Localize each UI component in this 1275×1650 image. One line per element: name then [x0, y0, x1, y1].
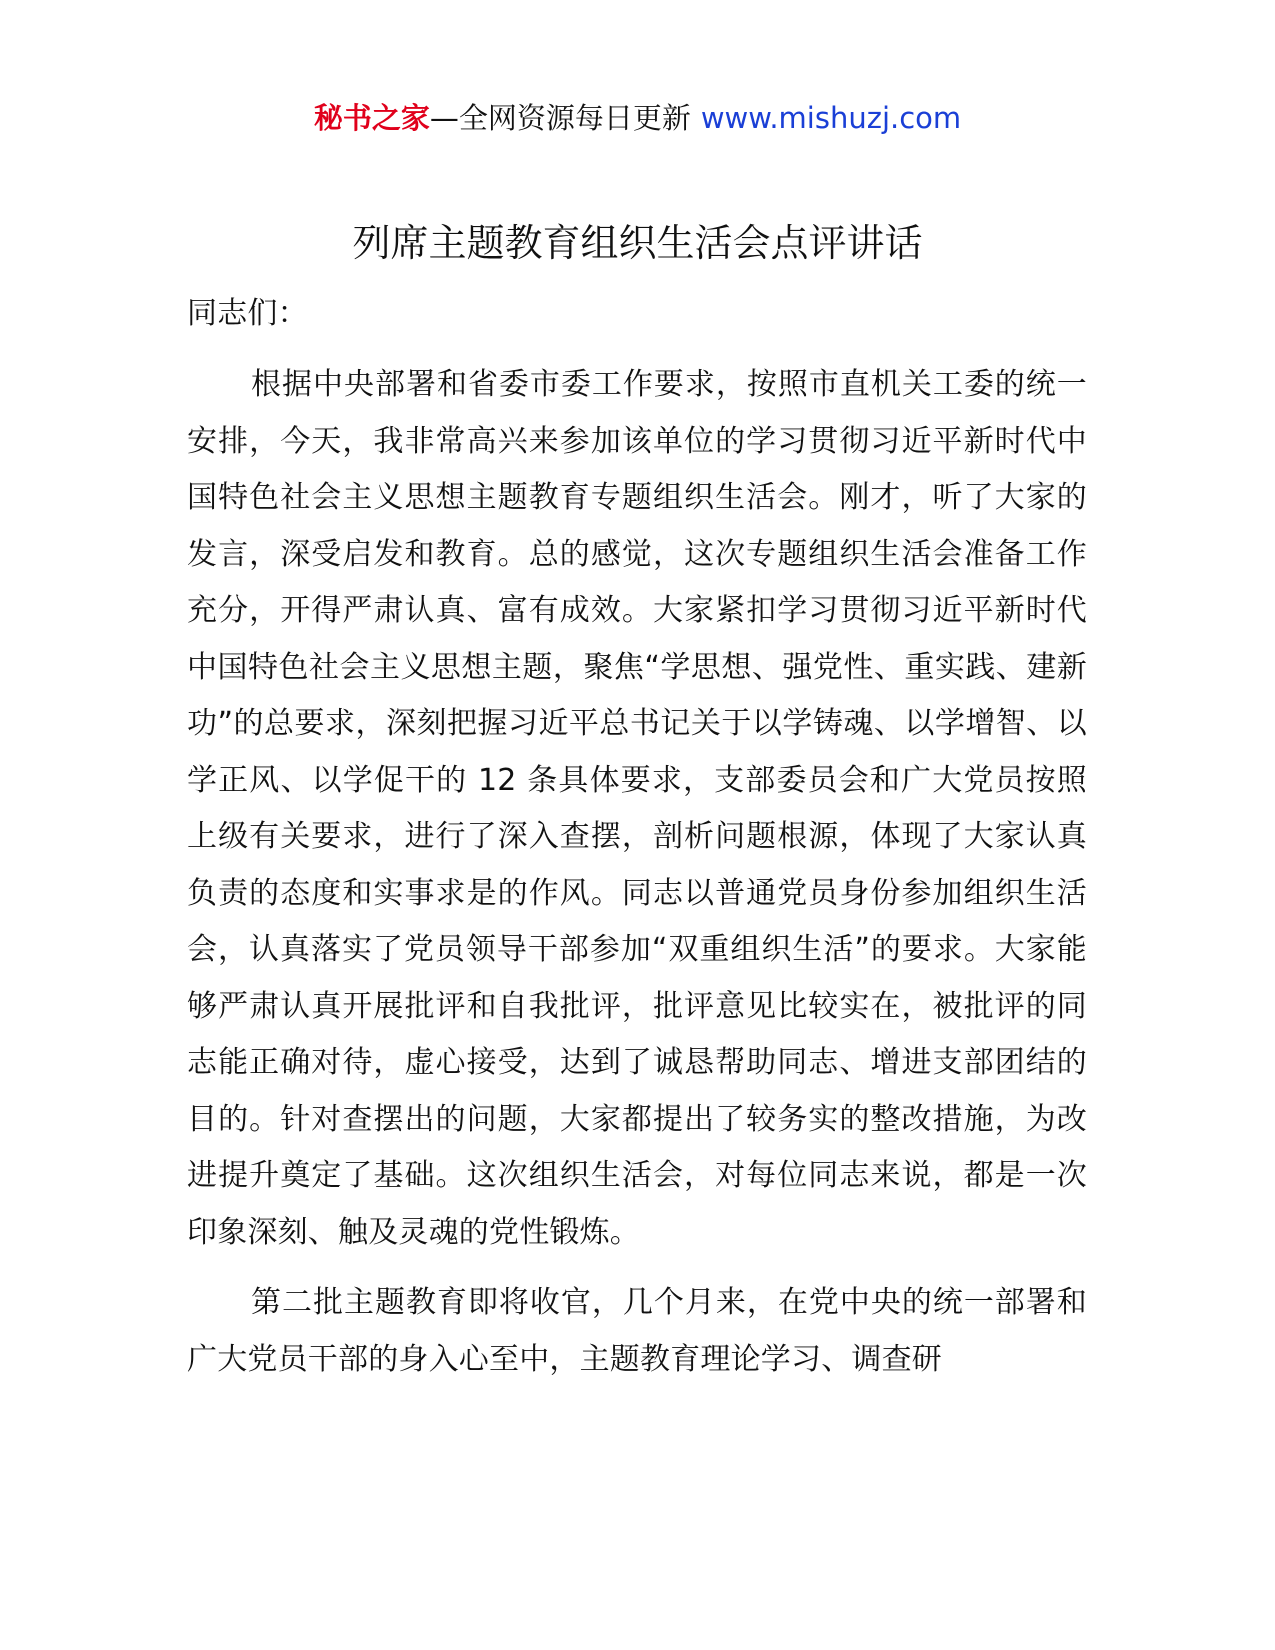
document-title: 列席主题教育组织生活会点评讲话: [352, 221, 923, 265]
site-brand: 秘书之家: [313, 101, 430, 135]
paragraph: 根据中央部署和省委市委工作要求，按照市直机关工委的统一安排，今天，我非常高兴来参加该单位的学习贯彻习近平新时代中国特色社会主义思想主题教育专题组织生活会。刚才，听了大家的发言，深受启发和教育。总的感觉，这次专题组织生活会准备工作充分，开得严肃认真、富有成效。大家紧扣学习贯彻习近平新时代中国特色社会主义思想主题，聚焦“学思想、强党性、重实践、建新功”的总要求，深刻把握习近平总书记关于以学铸魂、以学增智、以学正风、以学促干的 12 条具体要求，支部委员会和广大党员按照上级有关要求，进行了深入查摆，剖析问题根源，体现了大家认真负责的态度和实事求是的作风。同志以普通党员身份参加组织生活会，认真落实了党员领导干部参加“双重组织生活”的要求。大家能够严肃认真开展批评和自我批评，批评意见比较实在，被批评的同志能正确对待，虚心接受，达到了诚恳帮助同志、增进支部团结的目的。针对查摆出的问题，大家都提出了较务实的整改措施，为改进提升奠定了基础。这次组织生活会，对每位同志来说，都是一次印象深刻、触及灵魂的党性锻炼。: [187, 367, 1087, 1250]
salutation: 同志们：: [187, 296, 308, 331]
site-tagline: —全网资源每日更新: [429, 101, 691, 135]
document-body: [187, 286, 1087, 1388]
site-header: [0, 98, 1275, 138]
site-url-link[interactable]: www.mishuzj.com: [700, 101, 962, 135]
paragraph: 第二批主题教育即将收官，几个月来，在党中央的统一部署和广大党员干部的身入心至中，主题教育理论学习、调查研: [187, 1285, 1087, 1377]
